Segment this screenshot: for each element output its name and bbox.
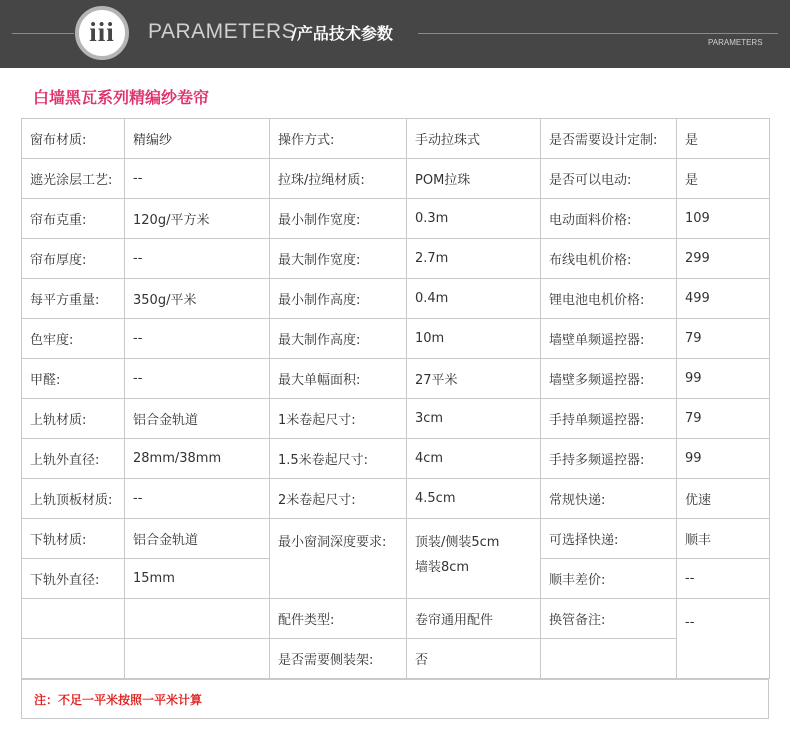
param-value: -- [125,479,270,519]
param-label: 换管备注: [541,599,677,639]
param-value: 120g/平方米 [125,199,270,239]
param-label [270,519,407,599]
param-label: 手持单频遥控器: [541,399,677,439]
param-label: 最大单幅面积: [270,359,407,399]
param-label: 操作方式: [270,119,407,159]
param-value: 79 [677,319,770,359]
param-value: 28mm/38mm [125,439,270,479]
param-value: 是 [677,119,770,159]
footnote: 注：不足一平米按照一平米计算 [34,693,203,707]
param-value: 350g/平米 [125,279,270,319]
empty-cell [22,599,125,639]
param-label: 是否需要侧装架: [270,639,407,679]
param-value: 109 [677,199,770,239]
param-label-text: 最小窗洞深度要求: [278,535,387,550]
param-label: 可选择快递: [541,519,677,559]
param-label: 下轨材质: [22,519,125,559]
header-bar [0,0,790,68]
param-label: 是否可以电动: [541,159,677,199]
note-box [21,679,769,719]
param-label: 墙壁多频遥控器: [541,359,677,399]
param-value: 99 [677,439,770,479]
header-title-cn: /产品技术参数 [291,24,393,43]
table-row [22,279,770,319]
param-label: 色牢度: [22,319,125,359]
param-label: 常规快递: [541,479,677,519]
header-divider-left [12,33,74,34]
param-label: 帘布克重: [22,199,125,239]
parameters-badge-icon [75,6,129,60]
param-value: -- [677,559,770,599]
header-divider-right [418,33,778,34]
param-value: 手动拉珠式 [407,119,541,159]
param-value: -- [125,239,270,279]
empty-cell [125,599,270,639]
header-small-label: PARAMETERS [708,38,763,47]
param-value: 27平米 [407,359,541,399]
parameters-table [21,118,770,679]
param-label: 锂电池电机价格: [541,279,677,319]
table-row [22,519,770,559]
table-row [22,159,770,199]
param-value: 79 [677,399,770,439]
param-value: 铝合金轨道 [125,399,270,439]
param-value [677,599,770,679]
param-label: 布线电机价格: [541,239,677,279]
table-row [22,599,770,639]
table-row [22,639,770,679]
param-label: 遮光涂层工艺: [22,159,125,199]
param-value: 4cm [407,439,541,479]
param-label: 拉珠/拉绳材质: [270,159,407,199]
param-label: 最小制作高度: [270,279,407,319]
param-label: 电动面料价格: [541,199,677,239]
table-row [22,119,770,159]
param-label: 1米卷起尺寸: [270,399,407,439]
param-value: 15mm [125,559,270,599]
param-value: 否 [407,639,541,679]
param-value-line: 墙装8cm [415,560,470,575]
empty-cell [125,639,270,679]
param-label: 上轨顶板材质: [22,479,125,519]
param-label: 2米卷起尺寸: [270,479,407,519]
param-value: 299 [677,239,770,279]
table-row [22,199,770,239]
param-value: 4.5cm [407,479,541,519]
param-value: 是 [677,159,770,199]
param-value-line: 顶装/侧装5cm [415,535,500,550]
param-value: -- [125,319,270,359]
param-label: 手持多频遥控器: [541,439,677,479]
param-label: 甲醛: [22,359,125,399]
param-value: 0.3m [407,199,541,239]
table-row [22,239,770,279]
param-label: 帘布厚度: [22,239,125,279]
param-value: 优速 [677,479,770,519]
param-value: 3cm [407,399,541,439]
param-value: -- [125,159,270,199]
empty-cell [541,639,677,679]
header-title-en: PARAMETERS [148,20,297,43]
param-label: 每平方重量: [22,279,125,319]
param-label: 最大制作高度: [270,319,407,359]
table-row [22,479,770,519]
param-value-text: -- [685,615,695,630]
param-value: -- [125,359,270,399]
param-label: 最大制作宽度: [270,239,407,279]
table-row [22,399,770,439]
param-label: 最小制作宽度: [270,199,407,239]
param-value: 10m [407,319,541,359]
table-row [22,439,770,479]
param-value: 铝合金轨道 [125,519,270,559]
param-value: POM拉珠 [407,159,541,199]
param-label: 顺丰差价: [541,559,677,599]
param-value: 精编纱 [125,119,270,159]
param-value: 顺丰 [677,519,770,559]
param-value [407,519,541,599]
product-title: 白墙黑瓦系列精编纱卷帘 [33,88,210,107]
param-label: 墙壁单频遥控器: [541,319,677,359]
param-label: 上轨材质: [22,399,125,439]
param-value: 卷帘通用配件 [407,599,541,639]
param-label: 1.5米卷起尺寸: [270,439,407,479]
param-label: 上轨外直径: [22,439,125,479]
param-label: 下轨外直径: [22,559,125,599]
table-row [22,359,770,399]
badge-text: iii [89,16,115,47]
table-row [22,319,770,359]
param-label: 是否需要设计定制: [541,119,677,159]
param-value: 2.7m [407,239,541,279]
empty-cell [22,639,125,679]
param-label: 窗布材质: [22,119,125,159]
param-value: 99 [677,359,770,399]
param-value: 499 [677,279,770,319]
param-label: 配件类型: [270,599,407,639]
param-value: 0.4m [407,279,541,319]
